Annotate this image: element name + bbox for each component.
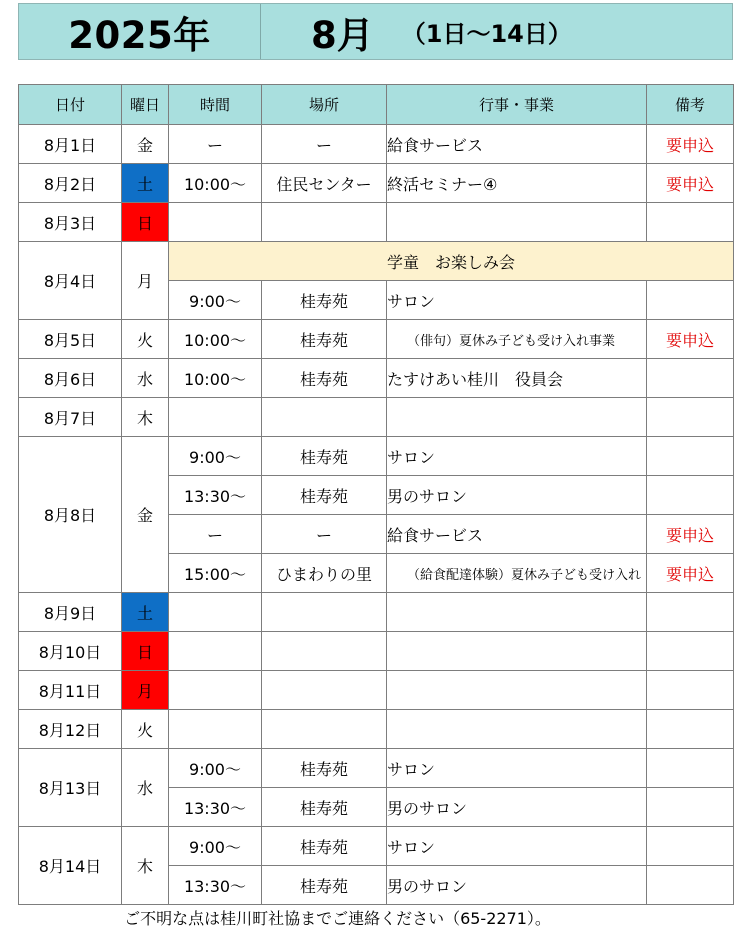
event-cell: 給食サービス bbox=[387, 125, 647, 164]
date-cell: 8月9日 bbox=[19, 593, 122, 632]
note-cell: 要申込 bbox=[647, 125, 734, 164]
place-cell bbox=[262, 632, 387, 671]
time-cell: 13:30～ bbox=[169, 866, 262, 905]
place-cell: 桂寿苑 bbox=[262, 281, 387, 320]
note-cell bbox=[647, 203, 734, 242]
date-cell: 8月13日 bbox=[19, 749, 122, 827]
time-cell: 13:30～ bbox=[169, 788, 262, 827]
weekday-cell: 火 bbox=[122, 710, 169, 749]
date-cell: 8月12日 bbox=[19, 710, 122, 749]
col-header-dow: 曜日 bbox=[122, 85, 169, 125]
time-cell bbox=[169, 398, 262, 437]
place-cell: 桂寿苑 bbox=[262, 320, 387, 359]
weekday-cell: 金 bbox=[122, 437, 169, 593]
table-row bbox=[19, 671, 734, 710]
place-cell bbox=[262, 203, 387, 242]
note-cell: 要申込 bbox=[647, 320, 734, 359]
event-cell: 男のサロン bbox=[387, 866, 647, 905]
table-header-row bbox=[19, 85, 734, 125]
weekday-cell: 金 bbox=[122, 125, 169, 164]
note-cell bbox=[647, 476, 734, 515]
place-cell: 桂寿苑 bbox=[262, 437, 387, 476]
col-header-time: 時間 bbox=[169, 85, 262, 125]
col-header-date: 日付 bbox=[19, 85, 122, 125]
weekday-cell: 水 bbox=[122, 359, 169, 398]
note-cell bbox=[647, 866, 734, 905]
note-cell bbox=[647, 671, 734, 710]
note-cell bbox=[647, 827, 734, 866]
weekday-cell: 日 bbox=[122, 632, 169, 671]
event-cell bbox=[387, 203, 647, 242]
time-cell bbox=[169, 593, 262, 632]
time-cell bbox=[169, 203, 262, 242]
place-cell: 桂寿苑 bbox=[262, 866, 387, 905]
time-cell bbox=[169, 632, 262, 671]
weekday-cell: 火 bbox=[122, 320, 169, 359]
time-cell: 9:00～ bbox=[169, 827, 262, 866]
note-cell bbox=[647, 398, 734, 437]
event-cell: サロン bbox=[387, 749, 647, 788]
time-cell bbox=[169, 671, 262, 710]
time-cell: 9:00～ bbox=[169, 437, 262, 476]
event-cell: 男のサロン bbox=[387, 476, 647, 515]
place-cell: ー bbox=[262, 515, 387, 554]
weekday-cell: 月 bbox=[122, 671, 169, 710]
schedule-table bbox=[18, 84, 734, 905]
event-cell: （俳句）夏休み子ども受け入れ事業 bbox=[387, 320, 647, 359]
table-row bbox=[19, 710, 734, 749]
contact-footer bbox=[18, 906, 733, 929]
table-row bbox=[19, 359, 734, 398]
event-cell bbox=[387, 710, 647, 749]
table-row bbox=[19, 398, 734, 437]
event-cell: 給食サービス bbox=[387, 515, 647, 554]
table-row bbox=[19, 164, 734, 203]
time-cell: 10:00～ bbox=[169, 320, 262, 359]
time-cell: ー bbox=[169, 125, 262, 164]
date-cell: 8月11日 bbox=[19, 671, 122, 710]
event-banner: 学童 お楽しみ会 bbox=[169, 242, 734, 281]
event-cell: （給食配達体験）夏休み子ども受け入れ bbox=[387, 554, 647, 593]
note-cell bbox=[647, 437, 734, 476]
time-cell: 15:00～ bbox=[169, 554, 262, 593]
time-cell: 13:30～ bbox=[169, 476, 262, 515]
place-cell: ー bbox=[262, 125, 387, 164]
calendar-header bbox=[18, 3, 733, 60]
time-cell: 9:00～ bbox=[169, 281, 262, 320]
table-row bbox=[19, 320, 734, 359]
time-cell bbox=[169, 710, 262, 749]
date-cell: 8月1日 bbox=[19, 125, 122, 164]
event-cell bbox=[387, 593, 647, 632]
place-cell bbox=[262, 398, 387, 437]
weekday-cell: 木 bbox=[122, 827, 169, 905]
place-cell bbox=[262, 593, 387, 632]
table-row bbox=[19, 632, 734, 671]
note-cell: 要申込 bbox=[647, 164, 734, 203]
date-range: （1日～14日） bbox=[401, 20, 572, 48]
event-cell: サロン bbox=[387, 827, 647, 866]
month-title: 8月 bbox=[311, 13, 374, 57]
date-cell: 8月10日 bbox=[19, 632, 122, 671]
table-row bbox=[19, 203, 734, 242]
date-cell: 8月6日 bbox=[19, 359, 122, 398]
table-row bbox=[19, 827, 734, 866]
note-cell bbox=[647, 749, 734, 788]
weekday-cell: 木 bbox=[122, 398, 169, 437]
event-cell: サロン bbox=[387, 437, 647, 476]
note-cell bbox=[647, 788, 734, 827]
place-cell: 桂寿苑 bbox=[262, 476, 387, 515]
time-cell: ー bbox=[169, 515, 262, 554]
weekday-cell: 土 bbox=[122, 593, 169, 632]
weekday-cell: 日 bbox=[122, 203, 169, 242]
date-cell: 8月7日 bbox=[19, 398, 122, 437]
time-cell: 9:00～ bbox=[169, 749, 262, 788]
event-cell: サロン bbox=[387, 281, 647, 320]
col-header-event: 行事・事業 bbox=[387, 85, 647, 125]
weekday-cell: 月 bbox=[122, 242, 169, 320]
note-cell: 要申込 bbox=[647, 554, 734, 593]
place-cell: 桂寿苑 bbox=[262, 359, 387, 398]
time-cell: 10:00～ bbox=[169, 359, 262, 398]
date-cell: 8月2日 bbox=[19, 164, 122, 203]
event-cell: 終活セミナー④ bbox=[387, 164, 647, 203]
date-cell: 8月14日 bbox=[19, 827, 122, 905]
note-cell bbox=[647, 281, 734, 320]
date-cell: 8月5日 bbox=[19, 320, 122, 359]
place-cell: 桂寿苑 bbox=[262, 788, 387, 827]
event-cell: たすけあい桂川 役員会 bbox=[387, 359, 647, 398]
place-cell: 住民センター bbox=[262, 164, 387, 203]
event-cell bbox=[387, 398, 647, 437]
month-title-block bbox=[261, 4, 732, 59]
date-cell: 8月3日 bbox=[19, 203, 122, 242]
contact-note: ご不明な点は桂川町社協までご連絡ください（65-2271）。 bbox=[124, 909, 551, 928]
place-cell bbox=[262, 671, 387, 710]
table-row bbox=[19, 437, 734, 476]
weekday-cell: 水 bbox=[122, 749, 169, 827]
event-cell: 男のサロン bbox=[387, 788, 647, 827]
year-title: 2025年 bbox=[19, 4, 261, 59]
place-cell: 桂寿苑 bbox=[262, 827, 387, 866]
event-cell bbox=[387, 632, 647, 671]
place-cell: 桂寿苑 bbox=[262, 749, 387, 788]
table-row bbox=[19, 125, 734, 164]
table-row bbox=[19, 242, 734, 281]
place-cell: ひまわりの里 bbox=[262, 554, 387, 593]
date-cell: 8月4日 bbox=[19, 242, 122, 320]
note-cell bbox=[647, 593, 734, 632]
weekday-cell: 土 bbox=[122, 164, 169, 203]
note-cell bbox=[647, 710, 734, 749]
table-row bbox=[19, 749, 734, 788]
note-cell bbox=[647, 632, 734, 671]
date-cell: 8月8日 bbox=[19, 437, 122, 593]
col-header-note: 備考 bbox=[647, 85, 734, 125]
note-cell: 要申込 bbox=[647, 515, 734, 554]
time-cell: 10:00～ bbox=[169, 164, 262, 203]
note-cell bbox=[647, 359, 734, 398]
place-cell bbox=[262, 710, 387, 749]
col-header-place: 場所 bbox=[262, 85, 387, 125]
table-row bbox=[19, 593, 734, 632]
event-cell bbox=[387, 671, 647, 710]
